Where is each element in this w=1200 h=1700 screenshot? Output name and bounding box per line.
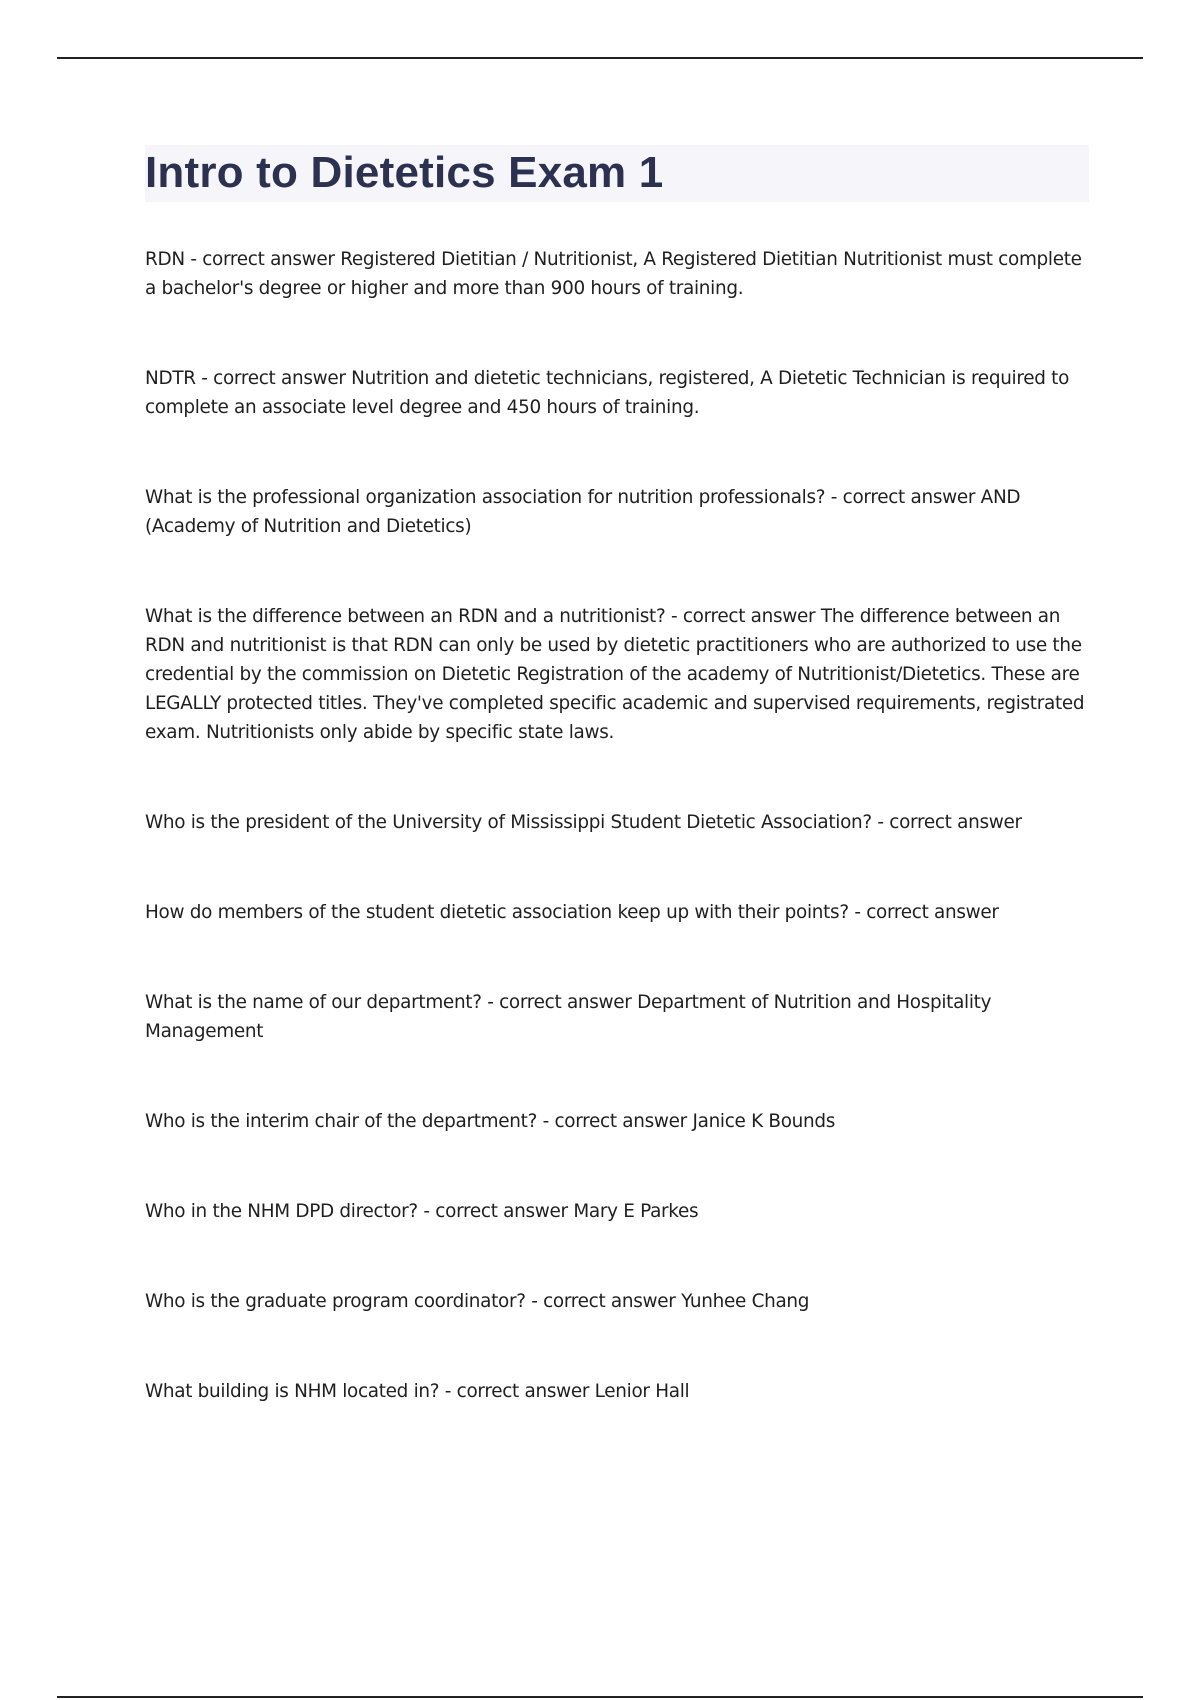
page-title: Intro to Dietetics Exam 1 (145, 148, 664, 197)
qa-item: Who is the president of the University of Mississippi Student Dietetic Association? - correct answer (145, 812, 1022, 833)
qa-item: What building is NHM located in? - correct answer Lenior Hall (145, 1381, 690, 1402)
qa-item: What is the difference between an RDN and a nutritionist? - correct answer The difference between an RDN and nutritionist is that RDN can only be used by dietetic practitioners who are authorized to use the credential by the commission on Dietetic Registration of the academy of Nutritionist/Dietetics. These are LEGALLY protected titles. They've completed specific academic and supervised requirements, registrated exam. Nutritionists only abide by specific state laws. (145, 606, 1085, 743)
qa-item: NDTR - correct answer Nutrition and dietetic technicians, registered, A Dietetic Technician is required to complete an associate level degree and 450 hours of training. (145, 368, 1070, 418)
qa-item: Who in the NHM DPD director? - correct answer Mary E Parkes (145, 1201, 699, 1222)
qa-item: Who is the graduate program coordinator? - correct answer Yunhee Chang (145, 1291, 810, 1312)
qa-item: Who is the interim chair of the department? - correct answer Janice K Bounds (145, 1111, 836, 1132)
qa-list (145, 245, 1093, 1467)
qa-item: What is the professional organization association for nutrition professionals? - correct answer AND (Academy of Nutrition and Dietetics) (145, 487, 1021, 537)
qa-item: How do members of the student dietetic association keep up with their points? - correct answer (145, 902, 999, 923)
top-divider (57, 57, 1143, 59)
bottom-divider (57, 1696, 1143, 1698)
qa-item: What is the name of our department? - correct answer Department of Nutrition and Hospitality Management (145, 992, 992, 1042)
qa-item: RDN - correct answer Registered Dietitian / Nutritionist, A Registered Dietitian Nutritionist must complete a bachelor's degree or higher and more than 900 hours of training. (145, 249, 1082, 299)
